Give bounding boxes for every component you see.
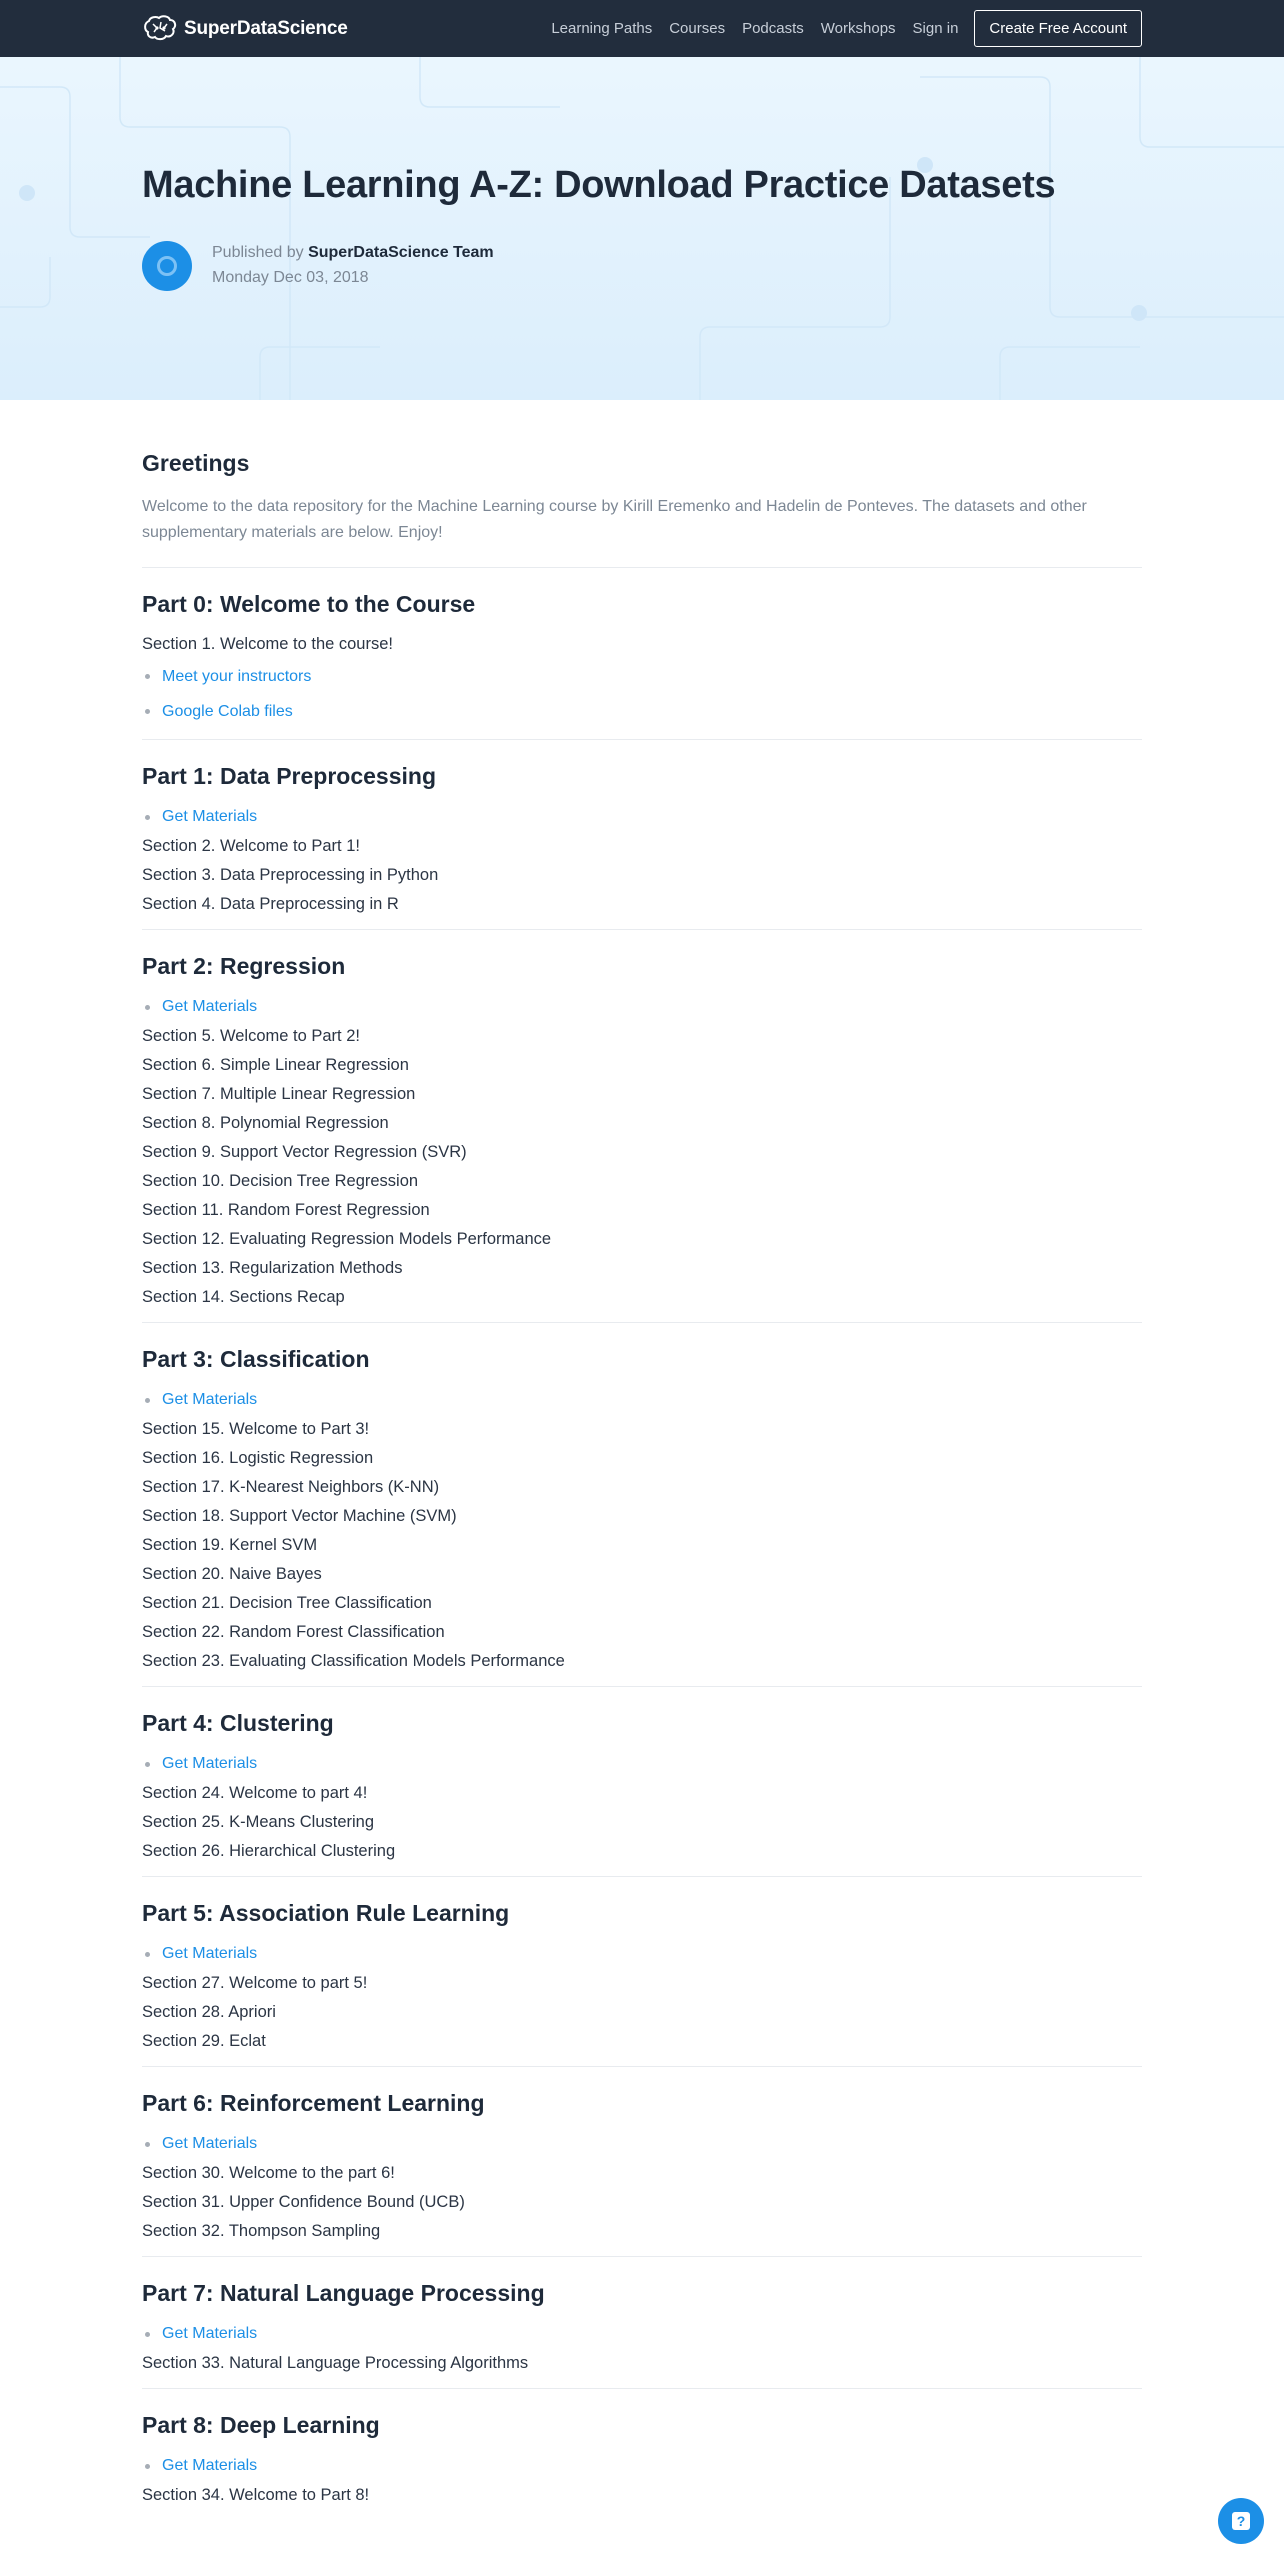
author-avatar <box>142 241 192 291</box>
section-item: Section 24. Welcome to part 4! <box>142 1784 368 1802</box>
part-title: Part 8: Deep Learning <box>142 2412 380 2438</box>
section-item: Section 4. Data Preprocessing in R <box>142 895 399 913</box>
section-item: Section 31. Upper Confidence Bound (UCB) <box>142 2193 465 2211</box>
materials-list <box>142 2129 1142 2159</box>
section-item: Section 18. Support Vector Machine (SVM) <box>142 1507 457 1525</box>
get-materials-link[interactable]: Get Materials <box>162 2457 258 2474</box>
section-item: Section 7. Multiple Linear Regression <box>142 1085 416 1103</box>
article-content <box>142 400 1142 2520</box>
section-item: Section 30. Welcome to the part 6! <box>142 2164 395 2182</box>
section-item: Section 25. K-Means Clustering <box>142 1813 375 1831</box>
get-materials-link[interactable]: Get Materials <box>162 1391 258 1408</box>
section-item: Section 10. Decision Tree Regression <box>142 1172 419 1190</box>
hero-banner <box>0 57 1284 400</box>
part-0-links <box>142 659 1142 729</box>
get-materials-link[interactable]: Get Materials <box>162 1945 258 1962</box>
section-item: Section 14. Sections Recap <box>142 1288 345 1306</box>
publish-date: Monday Dec 03, 2018 <box>212 269 369 286</box>
part-1-block <box>142 740 1142 930</box>
colab-files-link[interactable]: Google Colab files <box>162 703 293 720</box>
section-item: Section 28. Apriori <box>142 2003 276 2021</box>
greeting-block <box>142 400 1142 568</box>
part-2-block <box>142 930 1142 1323</box>
brand-name: SuperDataScience <box>184 17 348 39</box>
section-item: Section 1. Welcome to the course! <box>142 635 393 653</box>
main-nav <box>534 10 1142 47</box>
materials-list <box>142 2319 1142 2349</box>
greeting-text: Welcome to the data repository for the Machine Learning course by Kirill Eremenko and Hadelin de Ponteves. The datasets and other supplementary materials are below. Enjoy! <box>142 498 1087 541</box>
list-item <box>142 802 1142 832</box>
published-by-label: Published by <box>212 244 304 261</box>
section-item: Section 15. Welcome to Part 3! <box>142 1420 370 1438</box>
part-7-block <box>142 2257 1142 2389</box>
section-item: Section 17. K-Nearest Neighbors (K-NN) <box>142 1478 440 1496</box>
create-account-button[interactable]: Create Free Account <box>974 10 1142 47</box>
part-0-block <box>142 568 1142 740</box>
get-materials-link[interactable]: Get Materials <box>162 2135 258 2152</box>
list-item <box>142 1939 1142 1969</box>
list-item <box>142 2319 1142 2349</box>
materials-list <box>142 1749 1142 1779</box>
logo[interactable] <box>142 14 348 44</box>
part-title: Part 1: Data Preprocessing <box>142 763 437 789</box>
author-name[interactable]: SuperDataScience Team <box>308 244 494 261</box>
list-item <box>142 1749 1142 1779</box>
list-item <box>142 2129 1142 2159</box>
list-item <box>142 694 1142 729</box>
question-chat-icon: ? <box>1232 2512 1250 2530</box>
section-item: Section 8. Polynomial Regression <box>142 1114 389 1132</box>
section-item: Section 6. Simple Linear Regression <box>142 1056 409 1074</box>
part-6-block <box>142 2067 1142 2257</box>
part-3-block <box>142 1323 1142 1687</box>
materials-list <box>142 2451 1142 2481</box>
top-navbar <box>0 0 1284 57</box>
get-materials-link[interactable]: Get Materials <box>162 998 258 1015</box>
section-item: Section 33. Natural Language Processing Algorithms <box>142 2354 529 2372</box>
section-item: Section 16. Logistic Regression <box>142 1449 374 1467</box>
materials-list <box>142 1385 1142 1415</box>
section-item: Section 21. Decision Tree Classification <box>142 1594 432 1612</box>
materials-list <box>142 992 1142 1022</box>
materials-list <box>142 802 1142 832</box>
section-item: Section 19. Kernel SVM <box>142 1536 318 1554</box>
section-item: Section 32. Thompson Sampling <box>142 2222 381 2240</box>
section-item: Section 3. Data Preprocessing in Python <box>142 866 439 884</box>
get-materials-link[interactable]: Get Materials <box>162 2325 258 2342</box>
nav-learning-paths[interactable]: Learning Paths <box>551 20 653 37</box>
part-title: Part 3: Classification <box>142 1346 370 1372</box>
get-materials-link[interactable]: Get Materials <box>162 1755 258 1772</box>
part-title: Part 5: Association Rule Learning <box>142 1900 510 1926</box>
part-8-block <box>142 2389 1142 2520</box>
nav-courses[interactable]: Courses <box>669 20 726 37</box>
page-title: Machine Learning A-Z: Download Practice Datasets <box>142 164 1056 206</box>
part-5-block <box>142 1877 1142 2067</box>
published-by <box>212 244 494 262</box>
greeting-title: Greetings <box>142 450 250 476</box>
section-item: Section 22. Random Forest Classification <box>142 1623 445 1641</box>
section-item: Section 11. Random Forest Regression <box>142 1201 430 1219</box>
section-item: Section 23. Evaluating Classification Models Performance <box>142 1652 565 1670</box>
section-item: Section 20. Naive Bayes <box>142 1565 322 1583</box>
list-item <box>142 659 1142 694</box>
circuit-background <box>0 57 1284 400</box>
materials-list <box>142 1939 1142 1969</box>
nav-sign-in[interactable]: Sign in <box>912 20 959 37</box>
section-item: Section 26. Hierarchical Clustering <box>142 1842 396 1860</box>
part-title: Part 0: Welcome to the Course <box>142 591 476 617</box>
nav-workshops[interactable]: Workshops <box>820 20 896 37</box>
nav-podcasts[interactable]: Podcasts <box>742 20 804 37</box>
section-item: Section 27. Welcome to part 5! <box>142 1974 368 1992</box>
list-item <box>142 992 1142 1022</box>
part-title: Part 4: Clustering <box>142 1710 334 1736</box>
meet-instructors-link[interactable]: Meet your instructors <box>162 668 312 685</box>
part-title: Part 2: Regression <box>142 953 346 979</box>
part-title: Part 7: Natural Language Processing <box>142 2280 545 2306</box>
section-item: Section 34. Welcome to Part 8! <box>142 2486 370 2504</box>
help-chat-button[interactable] <box>1218 2498 1264 2544</box>
section-item: Section 5. Welcome to Part 2! <box>142 1027 360 1045</box>
list-item <box>142 1385 1142 1415</box>
section-item: Section 12. Evaluating Regression Models Performance <box>142 1230 552 1248</box>
list-item <box>142 2451 1142 2481</box>
section-item: Section 13. Regularization Methods <box>142 1259 403 1277</box>
section-item: Section 9. Support Vector Regression (SVR) <box>142 1143 467 1161</box>
section-item: Section 29. Eclat <box>142 2032 266 2050</box>
part-4-block <box>142 1687 1142 1877</box>
brain-logo-icon <box>142 14 178 44</box>
get-materials-link[interactable]: Get Materials <box>162 808 258 825</box>
section-item: Section 2. Welcome to Part 1! <box>142 837 360 855</box>
part-title: Part 6: Reinforcement Learning <box>142 2090 485 2116</box>
